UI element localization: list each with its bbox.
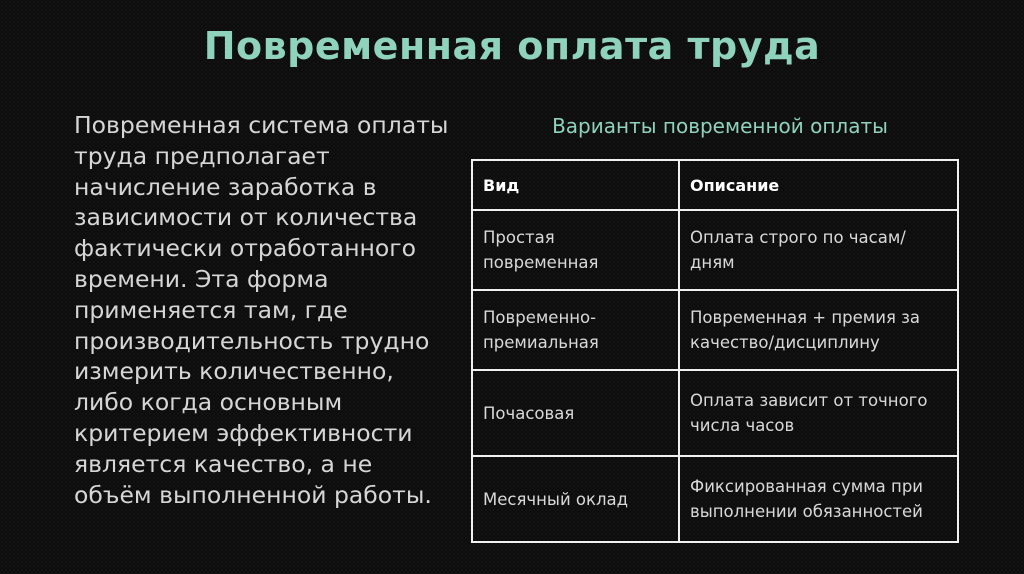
header-description: Описание	[679, 160, 958, 210]
table-row	[472, 210, 958, 290]
table-row	[472, 456, 958, 542]
table-row	[472, 290, 958, 370]
cell-kind: Почасовая	[472, 370, 679, 456]
cell-description: Оплата строго по часам/дням	[679, 210, 958, 290]
payment-variants-table	[471, 159, 959, 543]
header-kind: Вид	[472, 160, 679, 210]
slide-title: Повременная оплата труда	[203, 24, 821, 68]
cell-description: Фиксированная сумма при выполнении обязанностей	[679, 456, 958, 542]
table-caption: Варианты повременной оплаты	[552, 114, 888, 138]
cell-kind: Повременно-премиальная	[472, 290, 679, 370]
table-row	[472, 370, 958, 456]
table-header-row	[472, 160, 958, 210]
body-paragraph: Повременная система оплаты труда предполагает начисление заработка в зависимости от количества фактически отработанного времени. Эта форма применяется там, где производительность трудно измерить количественно, либо когда основным критерием эффективности является качество, а не объём выполненной работы.	[74, 111, 449, 509]
cell-kind: Простая повременная	[472, 210, 679, 290]
cell-description: Повременная + премия за качество/дисциплину	[679, 290, 958, 370]
cell-kind: Месячный оклад	[472, 456, 679, 542]
cell-description: Оплата зависит от точного числа часов	[679, 370, 958, 456]
